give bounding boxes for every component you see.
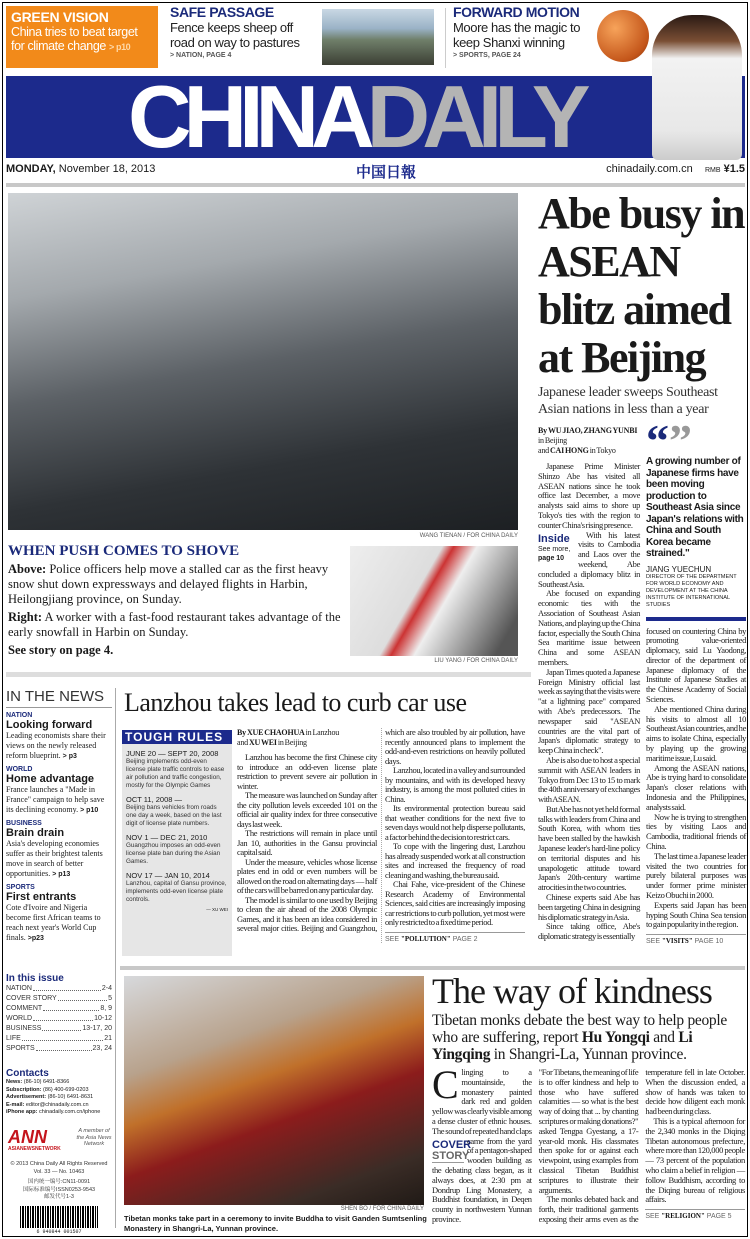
tough-rules-title: TOUGH RULES: [122, 730, 232, 744]
copyright-line: © 2013 China Daily All Rights Reserved Vol. 33 — No. 10463: [10, 1161, 108, 1175]
quote-icon: “”: [646, 415, 692, 466]
date-day: MONDAY,: [6, 163, 56, 175]
author: Hu Yongqi: [581, 1029, 650, 1046]
kindness-article: [432, 1062, 745, 1225]
byline: [237, 728, 377, 748]
dot-leader: [33, 984, 101, 991]
contact-value: (86-10) 6491-8631: [47, 1094, 94, 1100]
website-link[interactable]: chinadaily.com.cn: [606, 163, 693, 175]
dateline: [6, 163, 745, 179]
issue-pages: 13-17, 20: [82, 1025, 112, 1032]
photo-credit: WANG TIENAN / FOR CHINA DAILY: [419, 533, 518, 539]
paragraph: Among the ASEAN nations, Abe is trying hard to consolidate Japan's closer relations with Indonesia and the Philippines, analysts said.: [646, 762, 746, 812]
news-section: NATION: [6, 712, 33, 719]
cover-story-label: [432, 1138, 472, 1163]
caption-text: Police officers help move a stalled car as the first heavy snow shut down expressways and delayed flights in Harbin, Heilongjiang province, on Sunday.: [8, 562, 329, 606]
kindness-story: [432, 1012, 745, 1225]
see-key: "RELIGION": [661, 1212, 705, 1221]
paragraph: Experts said Japan has been hyping South China Sea tension to gain popularity in the region.: [646, 899, 746, 930]
rule-text: Guangzhou imposes an odd-even license plate ban during the Asian Games.: [126, 842, 221, 865]
issue-row[interactable]: [6, 1014, 112, 1024]
contact-row: [6, 1109, 112, 1117]
news-summary: Leading economists share their views on the newly released reform blueprint.: [6, 731, 106, 760]
see-story: See story on page 4.: [8, 643, 114, 657]
news-item[interactable]: [6, 820, 112, 880]
inside-title: Inside: [538, 532, 570, 545]
news-section: BUSINESS: [6, 820, 42, 827]
photo-caption: Tibetan monks take part in a ceremony to invite Buddha to visit Ganden Sumtsenling Monastery in Shangri-La, Yunnan province.: [124, 1214, 427, 1233]
main-photo-police-car-snow: [8, 193, 518, 530]
see: SEE: [645, 1213, 660, 1221]
paragraph: To cope with the lingering dust, Lanzhou has already suspended work at all construction sites and increased the frequency of road cleaning and washing, the bureau said.: [385, 841, 525, 880]
see-visits-link[interactable]: [646, 934, 746, 945]
issue-section: COMMENT: [6, 1005, 43, 1012]
quote-text: A growing number of Japanese firms have been moving production to Southeast Asia since Japan's relations with China and South Korea became strained.": [646, 456, 744, 559]
news-text: [6, 785, 112, 816]
teaser-safe-passage[interactable]: [170, 4, 318, 59]
paragraph: This is a typical afternoon for the 2,340 monks in the Diqing Tibetan autonomous prefecture, where more than 120,000 people — 73 percent of the population who claim a belief in religion — follow Buddhism, according to the Diqing bureau of religious affairs.: [645, 1115, 745, 1205]
caption-headline: WHEN PUSH COMES TO SHOVE: [8, 543, 240, 559]
abe-article-right: [646, 627, 746, 946]
caption-right: [8, 610, 342, 640]
teaser-ref: > SPORTS, PAGE 24: [453, 52, 521, 59]
news-title: First entrants: [6, 891, 77, 903]
masthead[interactable]: [6, 76, 745, 158]
news-item[interactable]: [6, 766, 112, 816]
dot-leader: [22, 1034, 103, 1041]
divider: [646, 617, 746, 621]
barcode: [20, 1206, 98, 1228]
news-item[interactable]: [6, 712, 112, 762]
photo-credit: SHEN BO / FOR CHINA DAILY: [340, 1206, 424, 1212]
caption-label: Right:: [8, 610, 43, 624]
drop-cap: C: [432, 1062, 459, 1107]
paragraph: focused on countering China by promoting value-oriented diplomacy, said Lu Yaodong, director of the department of Japanese diplomacy of the Institute of Japanese Studies at the Chinese Academy of Social Sciences.: [646, 625, 746, 705]
paragraph: Abe focused on expanding economic ties with the Association of Southeast Asian Nations, and playing up the China factor, especially the South China Sea maritime issue between China and some ASEAN members.: [538, 588, 640, 667]
and: and: [653, 1029, 675, 1046]
caption-label: Above:: [8, 562, 47, 576]
see: SEE: [646, 938, 661, 946]
location: in Tokyo: [589, 446, 616, 455]
issue-row[interactable]: [6, 994, 112, 1004]
contact-value: editor@chinadaily.com.cn: [25, 1101, 89, 1108]
paragraph: "For Tibetans, the meaning of life is to offer kindness and help to those who have suffered calamities — so what is the best way of doing that ... by chanting scriptures or making donations?" asked Tengpa Gyestang, a 17-year-old monk. His classmates then spoke for or against each viewpoint, using examples from classical Tibetan Buddhist scriptures to illustrate their arguments.: [538, 1067, 639, 1195]
inside-box[interactable]: [538, 533, 574, 563]
by: By: [538, 426, 547, 435]
abe-story: [538, 190, 746, 945]
contact-label: iPhone app:: [6, 1109, 38, 1115]
in-the-news: [6, 688, 112, 944]
paragraph: Now he is trying to strengthen ties by visiting Laos and Cambodia, traditional friends of China.: [646, 811, 746, 852]
kindness-subhead: [432, 1012, 745, 1063]
author: CAI HONG: [549, 446, 589, 455]
pull-quote: [646, 415, 746, 609]
rule-text: Beijing implements odd-even license plate traffic controls to ease air pollution and traffic congestion, mostly for the Olympic Games: [126, 758, 225, 789]
barcode-number: 6 940844 001507: [36, 1229, 82, 1235]
dot-leader: [58, 994, 107, 1001]
author: XUE CHAOHUA: [246, 728, 305, 737]
paragraph: The last time a Japanese leader visited the two countries for purely bilateral purposes was under former prime minister Keizo Obuchi in 2000.: [646, 850, 746, 901]
contact-label: E-mail:: [6, 1101, 25, 1108]
contact-label: News:: [6, 1079, 23, 1085]
teaser-forward-motion[interactable]: [453, 4, 601, 59]
dot-leader: [42, 1024, 81, 1031]
location: in Lanzhou: [305, 728, 340, 737]
subhead-text: in Shangri-La, Yunnan province.: [493, 1046, 687, 1063]
paragraph: Under the measure, vehicles whose license plates end in odd or even numbers will be allowed on the road on alternating days — half of the cars will be barred on any particular day.: [237, 856, 377, 895]
rule-date: NOV 1 — DEC 21, 2010: [126, 833, 208, 842]
teaser-title: [11, 25, 153, 54]
paragraph: Abe is also due to host a special summit with ASEAN leaders in Tokyo from Dec 13 to 15 to mark the 40th anniversary of exchanges with ASEAN.: [538, 754, 640, 805]
see-key: "VISITS": [661, 937, 693, 946]
divider: [6, 672, 531, 677]
divider: [6, 183, 745, 187]
rule-text: Beijing bans vehicles from roads one day a week, based on the last digit of license plate numbers.: [126, 804, 222, 827]
see-story-link[interactable]: [8, 643, 342, 658]
copyright: [6, 1161, 112, 1202]
teaser-title: Moore has the magic to keep Shanxi winning: [453, 20, 581, 50]
issue-section: BUSINESS: [6, 1025, 42, 1032]
paragraph: Japan Times quoted a Japanese Foreign Ministry official last week as saying that the visits were "at a lightning pace" compared with Abe's predecessors. The newspaper said "ASEAN countries are the vital part of Japan's diplomatic strategy to keep China in check".: [538, 666, 640, 756]
paragraph: The model is similar to one used by Beijing to clean the air ahead of the 2008 Olympic Games, and it has been an idea considered in several major cities. Beijing and Guangzhou, which are also troubled by air pollution, have recently announced plans to implement the odd-and-even restrictions on heavily polluted days.: [237, 727, 525, 933]
news-summary: Asia's developing economies suffer as their brightest talents move in search of better opportunities.: [6, 839, 103, 878]
paragraph: Lanzhou has become the first Chinese city to introduce an odd-even license plate restriction to prevent severe air pollution in winter.: [237, 752, 377, 791]
inside-text: See more,: [538, 545, 571, 553]
teaser-kicker: FORWARD MOTION: [453, 4, 580, 20]
rule-date: NOV 17 — JAN 10, 2014: [126, 871, 210, 880]
teaser-kicker: GREEN VISION: [11, 9, 109, 25]
postal-code: 邮发代号1-3: [44, 1194, 74, 1200]
tough-rules-box: [122, 730, 232, 956]
contact-value: chinadaily.com.cn/iphone: [39, 1109, 101, 1115]
paragraph: The monks debated back and forth, their traditional garments exposing their arms even as the temperature fell in late October. When the discussion ended, a show of hands was taken to decide how diligent each monk had been during class.: [538, 1067, 745, 1224]
cn-number: 国内统一编号:CN11-0091: [27, 1179, 91, 1185]
contact-label: Advertisement:: [6, 1094, 47, 1100]
teaser-ref: > p10: [109, 42, 131, 52]
paragraph: Since taking office, Abe's diplomatic strategy is essentially: [538, 921, 640, 942]
see-page: PAGE 2: [452, 935, 478, 943]
in-this-issue: [6, 973, 112, 1054]
lanzhou-article: [237, 728, 525, 943]
paragraph: But Abe has not yet held formal talks with leaders from China and South Korea, with whom ties have been stalled by the hawkish Japanese leader's hard-line policy on territorial disputes and his unapologetic attitude toward Japan's 20th-century wartime atrocities in the two countries.: [538, 803, 640, 893]
issue-row[interactable]: [6, 1044, 112, 1054]
author: WU JIAO, ZHANG YUNBI: [547, 426, 638, 435]
contacts: [6, 1068, 112, 1117]
news-text: [6, 839, 112, 880]
ann-logo-mark: ANN: [8, 1127, 47, 1147]
rule-date: JUNE 20 — SEPT 20, 2008: [126, 749, 219, 758]
caption-above: [8, 562, 342, 607]
news-title: Home advantage: [6, 773, 95, 785]
news-section: SPORTS: [6, 884, 35, 891]
contact-row: [6, 1094, 112, 1102]
logo: [128, 76, 583, 158]
paragraph: [432, 1062, 532, 1225]
news-text: [6, 903, 112, 944]
lanzhou-headline[interactable]: Lanzhou takes lead to curb car use: [124, 688, 467, 717]
see-page: PAGE 5: [706, 1213, 732, 1221]
issue-pages: 8, 9: [100, 1005, 112, 1012]
rule-text: Lanzhou, capital of Gansu province, implements odd-even license plate controls.: [126, 880, 227, 903]
ann-member: A member of the Asia News Network: [76, 1128, 112, 1147]
news-title: Looking forward: [6, 719, 93, 731]
paragraph: Chinese experts said Abe has been targeting China in designing his diplomatic strategy in Asia.: [538, 892, 640, 922]
paragraph: The restrictions will remain in place until Jan 10, authorities in the Gansu provincial capital said.: [237, 828, 377, 857]
abe-columns: [538, 415, 746, 946]
issue-pages: 2-4: [101, 985, 112, 992]
news-ref: >p23: [27, 935, 44, 942]
paragraph: Lanzhou, located in a valley and surrounded by mountains, and with its developed heavy industry, is among the most polluted cities in China.: [385, 765, 525, 804]
cover-line: STORY: [432, 1149, 470, 1162]
rule-date: OCT 11, 2008 —: [126, 795, 183, 804]
news-item[interactable]: [6, 884, 112, 944]
author: XU WEI: [248, 738, 277, 747]
news-ref: > p3: [62, 753, 77, 760]
author: Li Yingqing: [432, 1029, 693, 1063]
in-this-issue-title: In this issue: [6, 973, 64, 984]
issue-section: NATION: [6, 985, 32, 992]
see-pollution-link[interactable]: [385, 932, 525, 943]
photo-credit: LIU YANG / FOR CHINA DAILY: [434, 658, 518, 664]
contact-row: [6, 1079, 112, 1087]
contacts-title: Contacts: [6, 1068, 49, 1079]
byline: [538, 426, 640, 456]
lead-text: hand claps came from the yard of a pentagon-shaped wooden building as the debating class began, as it always does, at 2:30 pm at Dondrup Ling Monastery, a Buddhist foundation, in Deqen county in northwestern Yunnan province.: [432, 1125, 532, 1224]
issue-row[interactable]: [6, 984, 112, 994]
issue-section: SPORTS: [6, 1045, 35, 1052]
logo-daily: DAILY: [366, 76, 583, 158]
contact-row: [6, 1102, 112, 1110]
and: and: [237, 738, 248, 747]
sheep-photo: [322, 9, 434, 65]
see-religion-link[interactable]: [645, 1209, 745, 1220]
contact-label: Subscription:: [6, 1086, 42, 1093]
inside-page: page 10: [538, 554, 565, 562]
price: ¥1.5: [723, 163, 745, 175]
issue-row[interactable]: [6, 1034, 112, 1044]
dot-leader: [33, 1014, 93, 1021]
issue-pages: 5: [108, 995, 112, 1002]
dot-leader: [36, 1044, 92, 1051]
issue-pages: 21: [104, 1035, 112, 1042]
monks-photo: [124, 976, 424, 1205]
divider: [445, 8, 446, 68]
by: By: [237, 728, 246, 737]
location: in Beijing: [277, 738, 307, 747]
teaser-title-text: China tries to beat target for climate change: [11, 25, 138, 53]
paragraph: Abe mentioned China during his visits to almost all 10 Southeast Asian countries, and he aims to isolate China, especially by playing up the growing maritime issue, Lu said.: [646, 703, 746, 763]
ann-logo: [8, 1128, 112, 1158]
news-ref: > p13: [52, 871, 71, 878]
abe-right-column: [646, 415, 746, 946]
cover-line: COVER: [432, 1138, 472, 1151]
issue-section: COVER STORY: [6, 995, 57, 1002]
see-key: "POLLUTION": [400, 934, 451, 943]
news-section: WORLD: [6, 766, 33, 773]
issue-section: LIFE: [6, 1035, 21, 1042]
chinese-logo: 中国日報: [356, 163, 417, 181]
issue-row[interactable]: [6, 1024, 112, 1034]
issn: 国际标准编号ISSN0253-9543: [22, 1186, 96, 1193]
ann-name: ASIANEWSNETWORK: [8, 1146, 61, 1152]
currency: RMB: [704, 167, 721, 174]
teaser-title: Fence keeps sheep off road on way to pastures: [170, 20, 300, 50]
paragraph: With his latest visits to Cambodia and Laos over the weekend, Abe concluded a diplomacy blitz in Southeast Asia.: [538, 529, 640, 589]
teaser-ref: > NATION, PAGE 4: [170, 52, 232, 59]
snowman-photo: [350, 546, 518, 656]
news-text: [6, 731, 112, 762]
caption-text: A worker with a fast-food restaurant takes advantage of the early snowfall in Harbin on Sunday.: [8, 610, 341, 639]
issue-pages: 23, 24: [92, 1045, 112, 1052]
issue-row[interactable]: [6, 1004, 112, 1014]
abe-headline[interactable]: Abe busy in ASEAN blitz aimed at Beijing: [538, 189, 745, 382]
paragraph: The measure was launched on Sunday after the city pollution levels exceeded 101 on the official air quality index for three consecutive days last week.: [237, 790, 377, 829]
basketball-photo: [597, 10, 649, 62]
paragraph: Japanese Prime Minister Shinzo Abe has visited all ASEAN nations since he took office last December, a move analysts said aims to shore up Tokyo's ties with the region to counter China's rising presence.: [538, 461, 640, 530]
box-credit: — XU WEI: [206, 907, 228, 912]
subhead-text: Tibetan monks debate the best way to help people who are suffering, report: [432, 1012, 727, 1046]
news-summary: Cote d'Ivoire and Nigeria become first African teams to reach next year's World Cup finals.: [6, 903, 101, 942]
contact-row: [6, 1087, 112, 1095]
issue-pages: 10-12: [94, 1015, 112, 1022]
paragraph: Its environmental protection bureau said that weather conditions for the next five to seven days would not help disperse pollutants, a factor behind the decision to restrict cars.: [385, 803, 525, 842]
teaser-green-vision[interactable]: [6, 6, 158, 68]
date: November 18, 2013: [58, 163, 156, 175]
quote-name: JIANG YUECHUN: [646, 564, 712, 574]
teaser-kicker: SAFE PASSAGE: [170, 4, 274, 20]
logo-china: CHINA: [128, 76, 367, 158]
location: in Beijing: [538, 436, 567, 445]
news-title: Brain drain: [6, 827, 65, 839]
see: SEE: [385, 935, 400, 943]
and: and: [538, 446, 549, 455]
kindness-headline[interactable]: The way of kindness: [432, 971, 712, 1011]
abe-article-left: [538, 426, 640, 945]
dot-leader: [43, 1004, 99, 1011]
abe-subhead: Japanese leader sweeps Southeast Asian nations in less than a year: [538, 385, 718, 417]
paragraph: Chai Fahe, vice-president of the Chinese Research Academy of Environmental Sciences, said cities are increasingly imposing car restrictions to curb pollution, yet most were only restricted to a fixed time period.: [385, 879, 525, 927]
lead-text: linging to a mountainside, the monastery painted dark red and golden yellow was clearly visible among a dense cluster of ethnic houses. The sound of repeated: [432, 1067, 532, 1136]
in-the-news-title: IN THE NEWS: [6, 688, 112, 708]
news-summary: France launches a "Made in France" campaign to help save its declining economy.: [6, 785, 105, 814]
divider: [115, 688, 116, 1228]
contact-value: (86) 400-699-0203: [42, 1086, 89, 1093]
photo-caption: [8, 562, 342, 661]
contact-value: (86-10) 6491-8366: [23, 1079, 70, 1085]
quote-title: DIRECTOR OF THE DEPARTMENT FOR WORLD ECONOMY AND DEVELOPMENT AT THE CHINA INSTITUTE OF INTERNATIONAL STUDIES: [646, 573, 737, 608]
basketball-player-photo: [652, 15, 742, 160]
see-page: PAGE 10: [694, 938, 724, 946]
issue-section: WORLD: [6, 1015, 33, 1022]
news-ref: > p10: [80, 807, 99, 814]
